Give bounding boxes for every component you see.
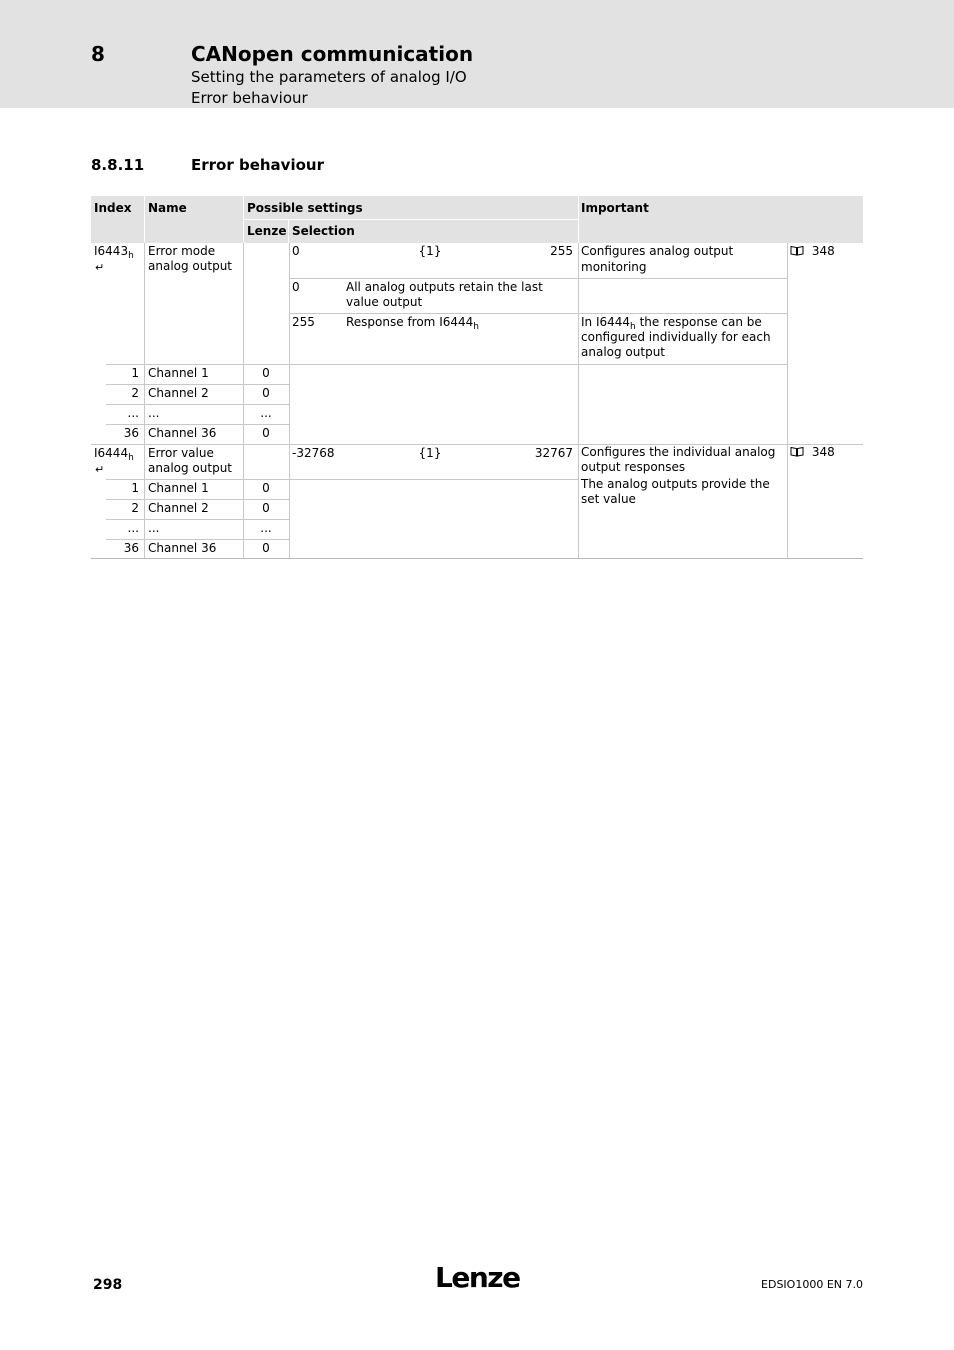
document-id: EDSIO1000 EN 7.0 (761, 1278, 863, 1291)
important-i6444-line2: output responses (581, 460, 686, 474)
selection-step: {1} (418, 244, 442, 258)
grid-line (106, 364, 787, 365)
return-arrow-icon: ↵ (95, 463, 105, 476)
grid-line (106, 479, 578, 480)
option-text: Response from $I6444_h$ (346, 315, 479, 332)
option-text-line2: value output (346, 295, 423, 309)
important-i6444-line4: set value (581, 492, 636, 506)
grid-line (106, 499, 289, 500)
subrow-lenze: ... (260, 521, 272, 535)
subrow-name: ... (148, 521, 160, 535)
grid-line (289, 243, 290, 445)
option-value: 0 (292, 280, 300, 294)
selection-max: 32767 (534, 446, 573, 460)
subindex: 36 (123, 426, 139, 440)
grid-line (243, 243, 244, 445)
option-important-line1: In $I6444_h$ the response can be (581, 315, 762, 332)
header-selection: Selection (292, 224, 355, 238)
grid-line (106, 384, 289, 385)
name-i6443-line2: analog output (148, 259, 232, 273)
table-bottom-rule (91, 558, 863, 559)
option-text-line1: All analog outputs retain the last (346, 280, 543, 294)
name-i6443-line1: Error mode (148, 244, 216, 258)
subrow-lenze: ... (260, 406, 272, 420)
option-value: 255 (292, 315, 315, 329)
grid-line (289, 313, 787, 314)
grid-line (106, 539, 289, 540)
header-divider (144, 196, 145, 243)
important-i6443-line2: monitoring (581, 260, 647, 274)
important-i6444-line1: Configures the individual analog (581, 445, 776, 459)
subrow-name: ... (148, 406, 160, 420)
grid-line (106, 519, 289, 520)
header-divider (243, 219, 578, 220)
grid-line (106, 404, 289, 405)
selection-max: 255 (550, 244, 573, 258)
grid-line (243, 445, 244, 558)
subrow-lenze: 0 (262, 541, 270, 555)
book-icon (790, 245, 804, 256)
selection-step: {1} (418, 446, 442, 460)
grid-line (144, 445, 145, 558)
subindex: ... (127, 406, 139, 420)
selection-min: -32768 (292, 446, 335, 460)
important-i6444-line3: The analog outputs provide the (581, 477, 770, 491)
header-index: Index (94, 201, 132, 215)
return-arrow-icon: ↵ (95, 261, 105, 274)
header-important: Important (581, 201, 649, 215)
chapter-title: CANopen communication (191, 42, 474, 66)
chapter-subtitle-2: Error behaviour (191, 89, 308, 107)
subindex: 1 (131, 481, 139, 495)
subrow-lenze: 0 (262, 501, 270, 515)
subrow-name: Channel 1 (148, 366, 209, 380)
grid-line (578, 445, 579, 558)
brand-logo: Lenze (435, 1261, 520, 1294)
grid-line (289, 278, 787, 279)
subindex: 2 (131, 386, 139, 400)
page-ref-i6443[interactable] (790, 244, 835, 259)
index-i6443: $I6443_h$ (94, 244, 134, 261)
parameter-table (0, 0, 954, 600)
name-i6444-line1: Error value (148, 446, 214, 460)
subrow-lenze: 0 (262, 366, 270, 380)
selection-min: 0 (292, 244, 300, 258)
subrow-lenze: 0 (262, 481, 270, 495)
subrow-name: Channel 2 (148, 386, 209, 400)
index-i6444: $I6444_h$ (94, 446, 134, 463)
header-divider (578, 196, 579, 243)
option-important-line2: configured individually for each (581, 330, 771, 344)
subrow-name: Channel 1 (148, 481, 209, 495)
chapter-subtitle: Setting the parameters of analog I/O (191, 68, 467, 86)
important-i6443-line1: Configures analog output (581, 244, 734, 258)
page-ref-i6444[interactable] (790, 445, 835, 460)
subrow-name: Channel 36 (148, 426, 217, 440)
option-important-line3: analog output (581, 345, 665, 359)
grid-line (91, 444, 863, 445)
subrow-name: Channel 2 (148, 501, 209, 515)
subrow-lenze: 0 (262, 386, 270, 400)
subindex: 36 (123, 541, 139, 555)
page-ref-number: 348 (811, 445, 835, 459)
grid-line (106, 424, 289, 425)
page-ref-number: 348 (811, 244, 835, 258)
subrow-name: Channel 36 (148, 541, 217, 555)
subrow-lenze: 0 (262, 426, 270, 440)
header-name: Name (148, 201, 187, 215)
section-title: Error behaviour (191, 156, 324, 174)
name-i6444-line2: analog output (148, 461, 232, 475)
chapter-number: 8 (91, 42, 105, 66)
header-divider (288, 219, 289, 243)
section-number: 8.8.11 (91, 156, 145, 174)
grid-line (787, 445, 788, 558)
header-possible-settings: Possible settings (247, 201, 363, 215)
subindex: 1 (131, 366, 139, 380)
grid-line (787, 243, 788, 445)
subindex: 2 (131, 501, 139, 515)
header-lenze: Lenze (247, 224, 287, 238)
grid-line (289, 445, 290, 558)
subindex: ... (127, 521, 139, 535)
grid-line (144, 243, 145, 445)
book-icon (790, 446, 804, 457)
page-number: 298 (93, 1277, 123, 1293)
grid-line (578, 243, 579, 445)
